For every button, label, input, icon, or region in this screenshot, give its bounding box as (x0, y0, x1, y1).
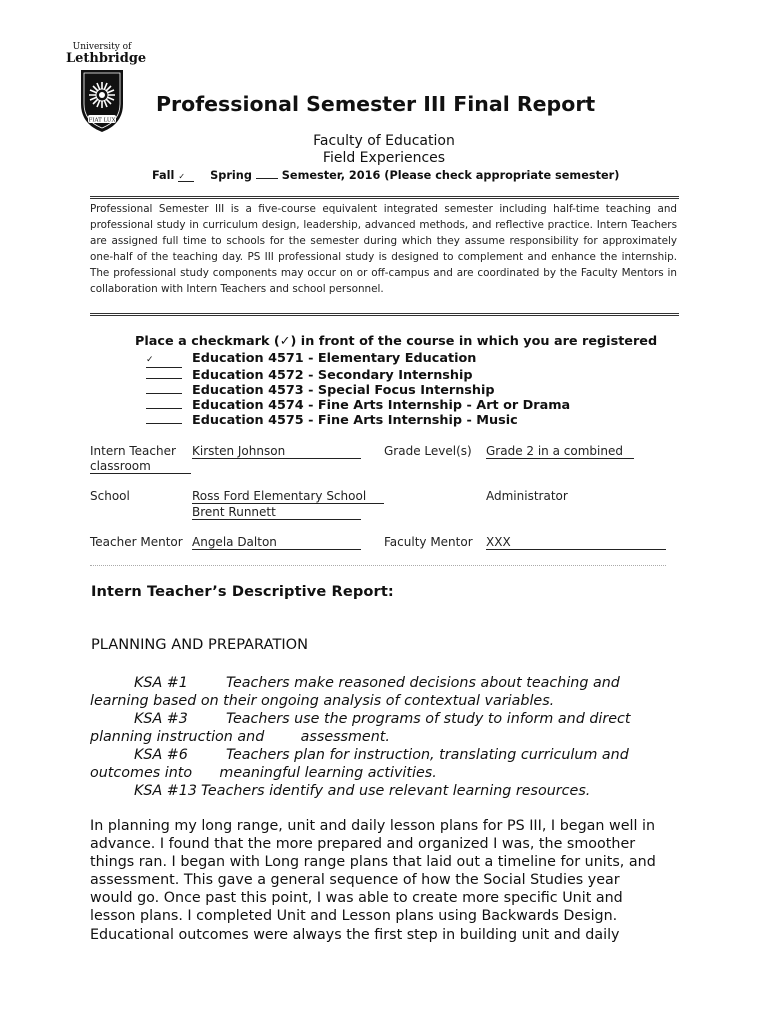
faculty-mentor-label: Faculty Mentor (384, 535, 473, 549)
crest-icon (77, 68, 127, 134)
ksa-item (90, 782, 690, 800)
paragraph-line: assessment. This gave a general sequence of how the Social Studies year (90, 872, 620, 889)
ksa-text-line-1: Teachers plan for instruction, translating curriculum and (226, 747, 629, 763)
administrator-label: Administrator (486, 489, 568, 503)
fall-label: Fall (152, 169, 175, 182)
teacher-mentor-field[interactable]: Angela Dalton (192, 535, 361, 550)
course-checkbox[interactable] (146, 411, 182, 424)
course-label: Education 4575 - Fine Arts Internship - Music (192, 413, 518, 428)
grade-level-field-continued[interactable]: classroom (90, 459, 191, 474)
ksa-text-line-1: Teachers use the programs of study to inform and direct (226, 711, 631, 727)
course-checkbox[interactable] (146, 396, 182, 409)
course-checkbox[interactable] (146, 366, 182, 379)
bottom-rule (90, 313, 679, 316)
course-row (146, 381, 495, 397)
descriptive-report-heading: Intern Teacher’s Descriptive Report: (91, 583, 394, 600)
course-row (146, 396, 570, 412)
grade-level-field[interactable]: Grade 2 in a combined (486, 444, 634, 459)
course-label: Education 4574 - Fine Arts Internship - Art or Drama (192, 398, 571, 413)
semester-note: Semester, 2016 (Please check appropriate semester) (281, 169, 620, 182)
logo-line-1: University of (72, 42, 132, 52)
teacher-mentor-label: Teacher Mentor (90, 535, 183, 549)
university-logo (66, 42, 147, 134)
ksa-item (90, 710, 690, 746)
semester-line (152, 167, 619, 182)
school-field[interactable]: Ross Ford Elementary School (192, 489, 384, 504)
checkmark-heading: Place a checkmark (✓) in front of the course in which you are registered (135, 334, 658, 349)
spring-label: Spring (210, 169, 252, 182)
course-label: Education 4572 - Secondary Internship (192, 368, 473, 383)
administrator-field[interactable]: Brent Runnett (192, 505, 361, 520)
course-label: Education 4573 - Special Focus Internship (192, 383, 495, 398)
faculty-subtitle: Faculty of Education (313, 133, 455, 149)
course-checkbox[interactable]: ✓ (146, 355, 182, 368)
school-label: School (90, 489, 130, 503)
course-row (146, 351, 476, 367)
paragraph-line: would go. Once past this point, I was able to create more specific Unit and (90, 890, 623, 907)
logo-line-2: Lethbridge (66, 51, 147, 66)
course-checkbox[interactable] (146, 381, 182, 394)
paragraph-line: In planning my long range, unit and daily lesson plans for PS III, I began well in (90, 818, 656, 834)
top-rule (90, 196, 679, 199)
descriptive-paragraph (90, 817, 690, 944)
planning-heading: PLANNING AND PREPARATION (91, 636, 309, 653)
ksa-number: KSA #13 (134, 783, 197, 799)
paragraph-line: lesson plans. I completed Unit and Lesson plans using Backwards Design. (90, 908, 618, 925)
paragraph-line: things ran. I began with Long range plans that laid out a timeline for units, and (90, 854, 656, 871)
section-divider (90, 565, 666, 566)
course-row (146, 366, 473, 382)
page-title: Professional Semester III Final Report (156, 92, 596, 116)
field-subtitle: Field Experiences (322, 150, 446, 166)
intern-teacher-label: Intern Teacher (90, 444, 176, 458)
ksa-item (90, 746, 690, 782)
faculty-mentor-field[interactable]: XXX (486, 535, 666, 550)
ksa-item (90, 674, 690, 710)
paragraph-line: advance. I found that the more prepared and organized I was, the smoother (90, 836, 636, 853)
course-row (146, 411, 518, 427)
spring-checkbox[interactable] (256, 167, 278, 179)
ksa-number: KSA #6 (134, 747, 188, 763)
ksa-text-line-2: planning instruction and assessment. (90, 729, 390, 745)
ksa-text-line-1: Teachers make reasoned decisions about teaching and (226, 675, 620, 691)
course-label: Education 4571 - Elementary Education (192, 351, 477, 366)
ksa-text-line-2: learning based on their ongoing analysis of contextual variables. (90, 693, 555, 709)
intern-teacher-field[interactable]: Kirsten Johnson (192, 444, 361, 459)
grade-level-label: Grade Level(s) (384, 444, 472, 458)
ksa-text-line-2: outcomes into meaningful learning activities. (90, 765, 437, 781)
ksa-number: KSA #1 (134, 675, 188, 691)
fall-checkbox[interactable]: ✓ (178, 172, 194, 182)
ksa-text-line-1: Teachers identify and use relevant learning resources. (200, 783, 591, 799)
ksa-number: KSA #3 (134, 711, 188, 727)
intro-paragraph: Professional Semester III is a five-course equivalent integrated semester including half-time teaching and professional study in curriculum design, leadership, advanced methods, and reflective practice. Intern Teachers are assigned full time to schools for the semester during which they assume responsibility for approximately one-half of the teaching day. PS III professional study is designed to complement and enhance the internship. The professional study components may occur on or off-campus and are coordinated by the Faculty Mentors in collaboration with Intern Teachers and school personnel. (90, 203, 677, 296)
logo-motto: FIAT LUX (88, 117, 116, 124)
paragraph-line: Educational outcomes were always the first step in building unit and daily (90, 926, 620, 943)
